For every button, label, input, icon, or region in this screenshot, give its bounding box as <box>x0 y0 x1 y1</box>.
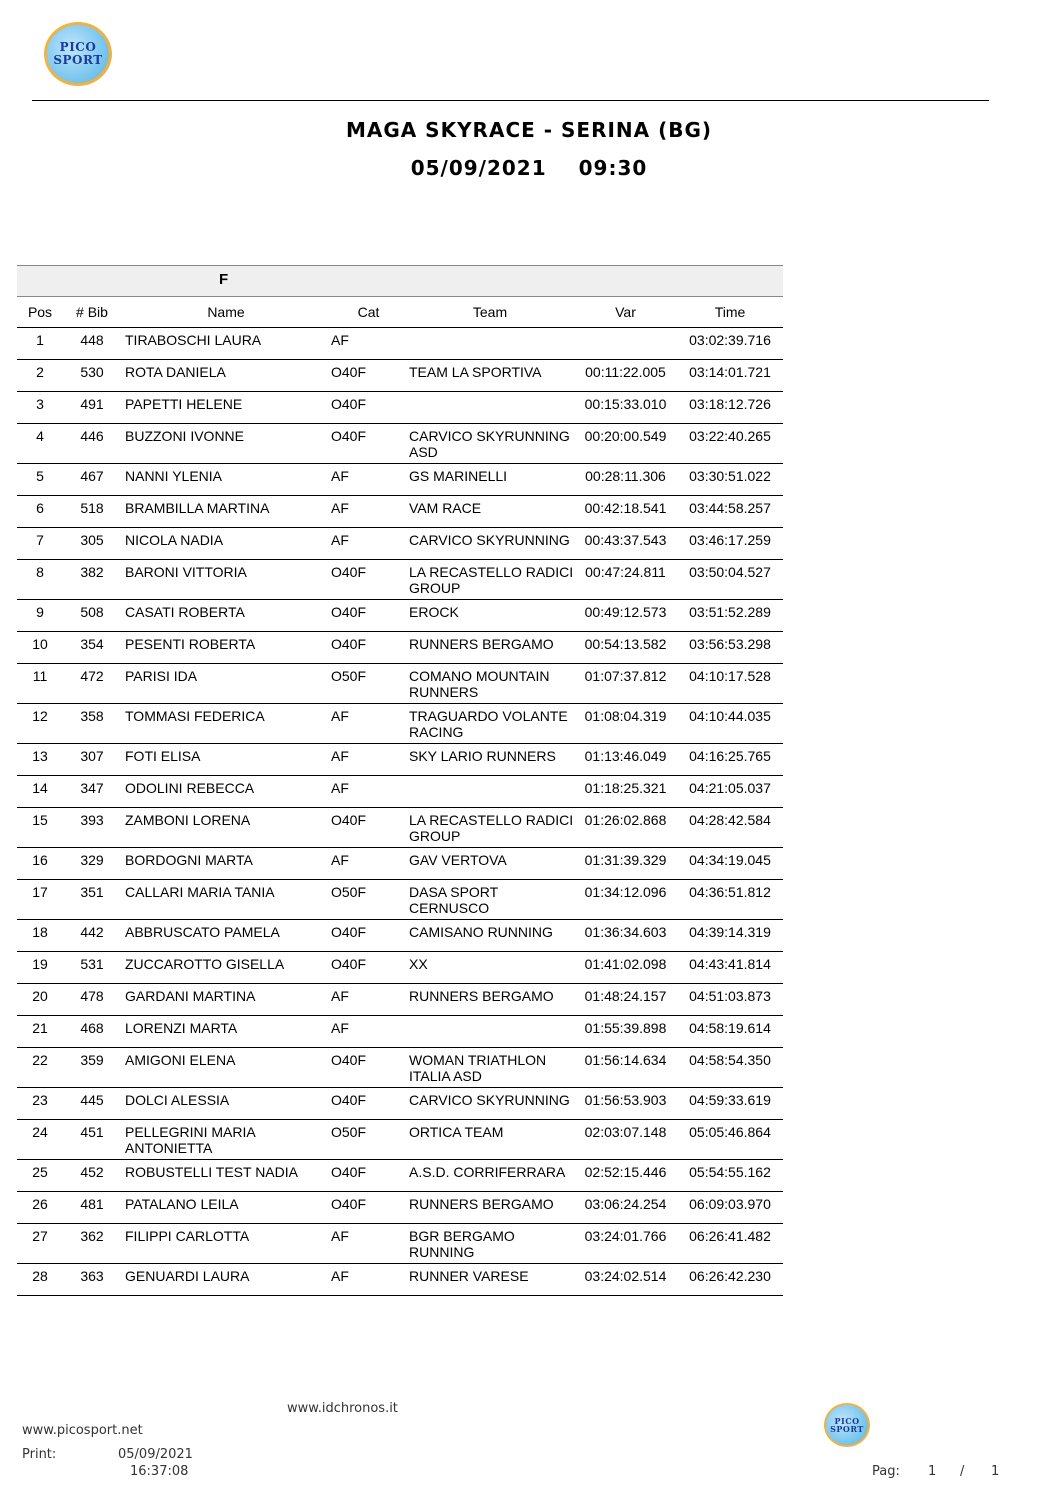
cell-cat: AF <box>331 1264 406 1296</box>
cell-bib: 508 <box>63 600 121 632</box>
cell-bib: 518 <box>63 496 121 528</box>
cell-pos: 14 <box>17 776 63 808</box>
table-row <box>17 920 783 952</box>
print-label: Print: <box>22 1447 57 1462</box>
cell-team: GAV VERTOVA <box>406 848 574 880</box>
cell-time: 04:58:54.350 <box>677 1048 783 1088</box>
cell-pos: 7 <box>17 528 63 560</box>
cell-name: CALLARI MARIA TANIA <box>121 880 331 920</box>
table-row <box>17 328 783 360</box>
cell-cat: O40F <box>331 1088 406 1120</box>
cell-name: ODOLINI REBECCA <box>121 776 331 808</box>
table-row <box>17 704 783 744</box>
table-row <box>17 776 783 808</box>
cell-bib: 468 <box>63 1016 121 1048</box>
cell-team <box>406 328 574 360</box>
cell-time: 06:26:41.482 <box>677 1224 783 1264</box>
cell-bib: 531 <box>63 952 121 984</box>
cell-time: 04:59:33.619 <box>677 1088 783 1120</box>
cell-name: ZUCCAROTTO GISELLA <box>121 952 331 984</box>
cell-team: XX <box>406 952 574 984</box>
cell-name: GENUARDI LAURA <box>121 1264 331 1296</box>
print-time: 16:37:08 <box>130 1464 189 1479</box>
table-row <box>17 1224 783 1264</box>
cell-var: 01:34:12.096 <box>574 880 677 920</box>
table-row <box>17 600 783 632</box>
cell-team <box>406 1016 574 1048</box>
cell-cat: O40F <box>331 808 406 848</box>
cell-cat: O50F <box>331 664 406 704</box>
cell-cat: O40F <box>331 632 406 664</box>
logo-text <box>53 41 102 66</box>
cell-team: SKY LARIO RUNNERS <box>406 744 574 776</box>
cell-bib: 472 <box>63 664 121 704</box>
cell-pos: 26 <box>17 1192 63 1224</box>
cell-team: VAM RACE <box>406 496 574 528</box>
cell-time: 04:21:05.037 <box>677 776 783 808</box>
cell-bib: 442 <box>63 920 121 952</box>
col-time-header: Time <box>677 297 783 328</box>
cell-pos: 11 <box>17 664 63 704</box>
cell-bib: 451 <box>63 1120 121 1160</box>
page-label: Pag: <box>872 1464 900 1479</box>
cell-name: GARDANI MARTINA <box>121 984 331 1016</box>
cell-bib: 362 <box>63 1224 121 1264</box>
cell-time: 03:18:12.726 <box>677 392 783 424</box>
picosport-url: www.picosport.net <box>22 1423 143 1438</box>
cell-var: 00:43:37.543 <box>574 528 677 560</box>
event-date: 05/09/2021 <box>410 156 547 180</box>
cell-team: RUNNERS BERGAMO <box>406 1192 574 1224</box>
table-row <box>17 632 783 664</box>
cell-pos: 15 <box>17 808 63 848</box>
cell-cat: O50F <box>331 880 406 920</box>
cell-name: PARISI IDA <box>121 664 331 704</box>
cell-var: 03:06:24.254 <box>574 1192 677 1224</box>
idchronos-url: www.idchronos.it <box>287 1401 398 1416</box>
table-row <box>17 360 783 392</box>
cell-time: 03:14:01.721 <box>677 360 783 392</box>
table-row <box>17 984 783 1016</box>
category-label: F <box>219 271 229 288</box>
cell-cat: O50F <box>331 1120 406 1160</box>
cell-time: 05:54:55.162 <box>677 1160 783 1192</box>
table-row <box>17 1160 783 1192</box>
table-row <box>17 1088 783 1120</box>
cell-time: 04:39:14.319 <box>677 920 783 952</box>
cell-team: LA RECASTELLO RADICI GROUP <box>406 560 574 600</box>
table-row <box>17 808 783 848</box>
cell-time: 03:46:17.259 <box>677 528 783 560</box>
cell-time: 04:16:25.765 <box>677 744 783 776</box>
table-row <box>17 528 783 560</box>
cell-name: PELLEGRINI MARIA ANTONIETTA <box>121 1120 331 1160</box>
cell-var: 01:13:46.049 <box>574 744 677 776</box>
cell-time: 06:26:42.230 <box>677 1264 783 1296</box>
event-title: MAGA SKYRACE - SERINA (BG) <box>345 118 713 142</box>
cell-team: TRAGUARDO VOLANTE RACING <box>406 704 574 744</box>
cell-name: BUZZONI IVONNE <box>121 424 331 464</box>
cell-team: CAMISANO RUNNING <box>406 920 574 952</box>
cell-var: 01:18:25.321 <box>574 776 677 808</box>
cell-name: PAPETTI HELENE <box>121 392 331 424</box>
table-row <box>17 560 783 600</box>
col-var-header: Var <box>574 297 677 328</box>
cell-team: ORTICA TEAM <box>406 1120 574 1160</box>
cell-var: 01:55:39.898 <box>574 1016 677 1048</box>
cell-time: 03:30:51.022 <box>677 464 783 496</box>
cell-cat: AF <box>331 464 406 496</box>
cell-bib: 448 <box>63 328 121 360</box>
cell-pos: 13 <box>17 744 63 776</box>
col-bib-header: # Bib <box>63 297 121 328</box>
cell-var: 01:08:04.319 <box>574 704 677 744</box>
table-row <box>17 1016 783 1048</box>
cell-time: 04:10:17.528 <box>677 664 783 704</box>
cell-cat: AF <box>331 528 406 560</box>
cell-cat: O40F <box>331 1160 406 1192</box>
cell-cat: O40F <box>331 360 406 392</box>
cell-name: BRAMBILLA MARTINA <box>121 496 331 528</box>
cell-name: FOTI ELISA <box>121 744 331 776</box>
cell-name: ROTA DANIELA <box>121 360 331 392</box>
cell-var: 01:31:39.329 <box>574 848 677 880</box>
col-name-header: Name <box>121 297 331 328</box>
cell-name: TIRABOSCHI LAURA <box>121 328 331 360</box>
cell-cat: AF <box>331 848 406 880</box>
event-datetime <box>0 156 1058 180</box>
cell-name: CASATI ROBERTA <box>121 600 331 632</box>
cell-pos: 4 <box>17 424 63 464</box>
logo-small-line-1: PICO <box>834 1415 860 1426</box>
cell-bib: 467 <box>63 464 121 496</box>
cell-team: CARVICO SKYRUNNING <box>406 1088 574 1120</box>
pico-sport-logo <box>44 22 112 86</box>
cell-var: 01:48:24.157 <box>574 984 677 1016</box>
cell-time: 04:58:19.614 <box>677 1016 783 1048</box>
cell-bib: 446 <box>63 424 121 464</box>
cell-bib: 382 <box>63 560 121 600</box>
cell-bib: 358 <box>63 704 121 744</box>
cell-name: AMIGONI ELENA <box>121 1048 331 1088</box>
header-divider <box>32 100 989 101</box>
cell-pos: 17 <box>17 880 63 920</box>
cell-var: 03:24:01.766 <box>574 1224 677 1264</box>
cell-cat: O40F <box>331 424 406 464</box>
cell-pos: 22 <box>17 1048 63 1088</box>
cell-cat: AF <box>331 776 406 808</box>
cell-name: NANNI YLENIA <box>121 464 331 496</box>
cell-team: GS MARINELLI <box>406 464 574 496</box>
cell-pos: 28 <box>17 1264 63 1296</box>
cell-var: 02:52:15.446 <box>574 1160 677 1192</box>
category-header <box>17 265 783 297</box>
cell-var: 00:49:12.573 <box>574 600 677 632</box>
cell-pos: 5 <box>17 464 63 496</box>
cell-var: 00:28:11.306 <box>574 464 677 496</box>
cell-cat: O40F <box>331 1192 406 1224</box>
table-row <box>17 464 783 496</box>
cell-pos: 24 <box>17 1120 63 1160</box>
cell-name: TOMMASI FEDERICA <box>121 704 331 744</box>
page-separator: / <box>960 1464 965 1479</box>
cell-time: 04:10:44.035 <box>677 704 783 744</box>
cell-cat: AF <box>331 704 406 744</box>
table-row <box>17 848 783 880</box>
cell-pos: 12 <box>17 704 63 744</box>
cell-pos: 19 <box>17 952 63 984</box>
cell-var: 00:47:24.811 <box>574 560 677 600</box>
table-row <box>17 744 783 776</box>
cell-name: BORDOGNI MARTA <box>121 848 331 880</box>
cell-cat: AF <box>331 744 406 776</box>
cell-time: 03:50:04.527 <box>677 560 783 600</box>
col-pos-header: Pos <box>17 297 63 328</box>
cell-team: CARVICO SKYRUNNING ASD <box>406 424 574 464</box>
cell-time: 05:05:46.864 <box>677 1120 783 1160</box>
cell-time: 06:09:03.970 <box>677 1192 783 1224</box>
cell-pos: 6 <box>17 496 63 528</box>
logo-small-text <box>830 1417 864 1434</box>
cell-team: TEAM LA SPORTIVA <box>406 360 574 392</box>
cell-time: 04:28:42.584 <box>677 808 783 848</box>
cell-pos: 2 <box>17 360 63 392</box>
cell-var: 03:24:02.514 <box>574 1264 677 1296</box>
cell-team: DASA SPORT CERNUSCO <box>406 880 574 920</box>
cell-team: BGR BERGAMO RUNNING <box>406 1224 574 1264</box>
cell-cat: O40F <box>331 560 406 600</box>
table-row <box>17 1048 783 1088</box>
cell-team: RUNNER VARESE <box>406 1264 574 1296</box>
cell-pos: 8 <box>17 560 63 600</box>
cell-pos: 23 <box>17 1088 63 1120</box>
cell-time: 03:22:40.265 <box>677 424 783 464</box>
cell-var: 00:20:00.549 <box>574 424 677 464</box>
cell-team: WOMAN TRIATHLON ITALIA ASD <box>406 1048 574 1088</box>
cell-bib: 359 <box>63 1048 121 1088</box>
cell-time: 03:56:53.298 <box>677 632 783 664</box>
table-row <box>17 1120 783 1160</box>
cell-cat: O40F <box>331 920 406 952</box>
table-row <box>17 664 783 704</box>
cell-team: RUNNERS BERGAMO <box>406 632 574 664</box>
cell-time: 03:02:39.716 <box>677 328 783 360</box>
cell-cat: AF <box>331 496 406 528</box>
cell-cat: AF <box>331 1016 406 1048</box>
cell-cat: AF <box>331 328 406 360</box>
cell-cat: O40F <box>331 392 406 424</box>
cell-team: EROCK <box>406 600 574 632</box>
cell-name: DOLCI ALESSIA <box>121 1088 331 1120</box>
cell-var <box>574 328 677 360</box>
table-row <box>17 952 783 984</box>
cell-var: 01:26:02.868 <box>574 808 677 848</box>
cell-time: 04:51:03.873 <box>677 984 783 1016</box>
cell-name: PESENTI ROBERTA <box>121 632 331 664</box>
cell-pos: 16 <box>17 848 63 880</box>
cell-bib: 329 <box>63 848 121 880</box>
cell-name: ABBRUSCATO PAMELA <box>121 920 331 952</box>
cell-bib: 481 <box>63 1192 121 1224</box>
cell-bib: 478 <box>63 984 121 1016</box>
cell-cat: AF <box>331 1224 406 1264</box>
cell-cat: O40F <box>331 1048 406 1088</box>
cell-pos: 18 <box>17 920 63 952</box>
cell-pos: 27 <box>17 1224 63 1264</box>
cell-bib: 491 <box>63 392 121 424</box>
page-current: 1 <box>928 1464 937 1479</box>
cell-var: 00:42:18.541 <box>574 496 677 528</box>
cell-name: LORENZI MARTA <box>121 1016 331 1048</box>
logo-line-1: PICO <box>59 40 97 55</box>
cell-name: NICOLA NADIA <box>121 528 331 560</box>
cell-cat: O40F <box>331 952 406 984</box>
cell-var: 01:07:37.812 <box>574 664 677 704</box>
cell-var: 01:56:53.903 <box>574 1088 677 1120</box>
cell-var: 01:36:34.603 <box>574 920 677 952</box>
pico-sport-logo-small <box>824 1403 870 1447</box>
cell-bib: 347 <box>63 776 121 808</box>
cell-team: COMANO MOUNTAIN RUNNERS <box>406 664 574 704</box>
page-total: 1 <box>991 1464 1000 1479</box>
results-body <box>17 328 783 1296</box>
cell-name: PATALANO LEILA <box>121 1192 331 1224</box>
cell-name: ROBUSTELLI TEST NADIA <box>121 1160 331 1192</box>
table-row <box>17 880 783 920</box>
cell-var: 00:54:13.582 <box>574 632 677 664</box>
cell-bib: 530 <box>63 360 121 392</box>
cell-time: 03:51:52.289 <box>677 600 783 632</box>
cell-team <box>406 776 574 808</box>
cell-team: A.S.D. CORRIFERRARA <box>406 1160 574 1192</box>
cell-bib: 307 <box>63 744 121 776</box>
table-row <box>17 496 783 528</box>
cell-bib: 363 <box>63 1264 121 1296</box>
event-time: 09:30 <box>578 156 648 180</box>
cell-pos: 21 <box>17 1016 63 1048</box>
cell-var: 01:41:02.098 <box>574 952 677 984</box>
results-table <box>17 297 783 1296</box>
cell-bib: 445 <box>63 1088 121 1120</box>
cell-bib: 452 <box>63 1160 121 1192</box>
cell-team: RUNNERS BERGAMO <box>406 984 574 1016</box>
cell-pos: 25 <box>17 1160 63 1192</box>
table-row <box>17 1264 783 1296</box>
cell-pos: 1 <box>17 328 63 360</box>
cell-team: LA RECASTELLO RADICI GROUP <box>406 808 574 848</box>
cell-cat: AF <box>331 984 406 1016</box>
table-row <box>17 424 783 464</box>
col-cat-header: Cat <box>331 297 406 328</box>
cell-team: CARVICO SKYRUNNING <box>406 528 574 560</box>
cell-var: 02:03:07.148 <box>574 1120 677 1160</box>
cell-time: 04:34:19.045 <box>677 848 783 880</box>
logo-small-line-2: SPORT <box>830 1424 864 1434</box>
cell-var: 00:11:22.005 <box>574 360 677 392</box>
table-row <box>17 1192 783 1224</box>
cell-bib: 354 <box>63 632 121 664</box>
cell-var: 00:15:33.010 <box>574 392 677 424</box>
cell-name: BARONI VITTORIA <box>121 560 331 600</box>
print-date: 05/09/2021 <box>118 1447 193 1462</box>
cell-pos: 9 <box>17 600 63 632</box>
logo-line-2: SPORT <box>53 53 103 67</box>
cell-time: 03:44:58.257 <box>677 496 783 528</box>
cell-team <box>406 392 574 424</box>
cell-var: 01:56:14.634 <box>574 1048 677 1088</box>
cell-bib: 393 <box>63 808 121 848</box>
col-team-header: Team <box>406 297 574 328</box>
table-header-row <box>17 297 783 328</box>
results-section <box>17 265 783 1296</box>
cell-name: ZAMBONI LORENA <box>121 808 331 848</box>
table-row <box>17 392 783 424</box>
cell-cat: O40F <box>331 600 406 632</box>
cell-pos: 20 <box>17 984 63 1016</box>
cell-name: FILIPPI CARLOTTA <box>121 1224 331 1264</box>
cell-bib: 305 <box>63 528 121 560</box>
cell-time: 04:43:41.814 <box>677 952 783 984</box>
cell-pos: 10 <box>17 632 63 664</box>
cell-time: 04:36:51.812 <box>677 880 783 920</box>
cell-pos: 3 <box>17 392 63 424</box>
cell-bib: 351 <box>63 880 121 920</box>
